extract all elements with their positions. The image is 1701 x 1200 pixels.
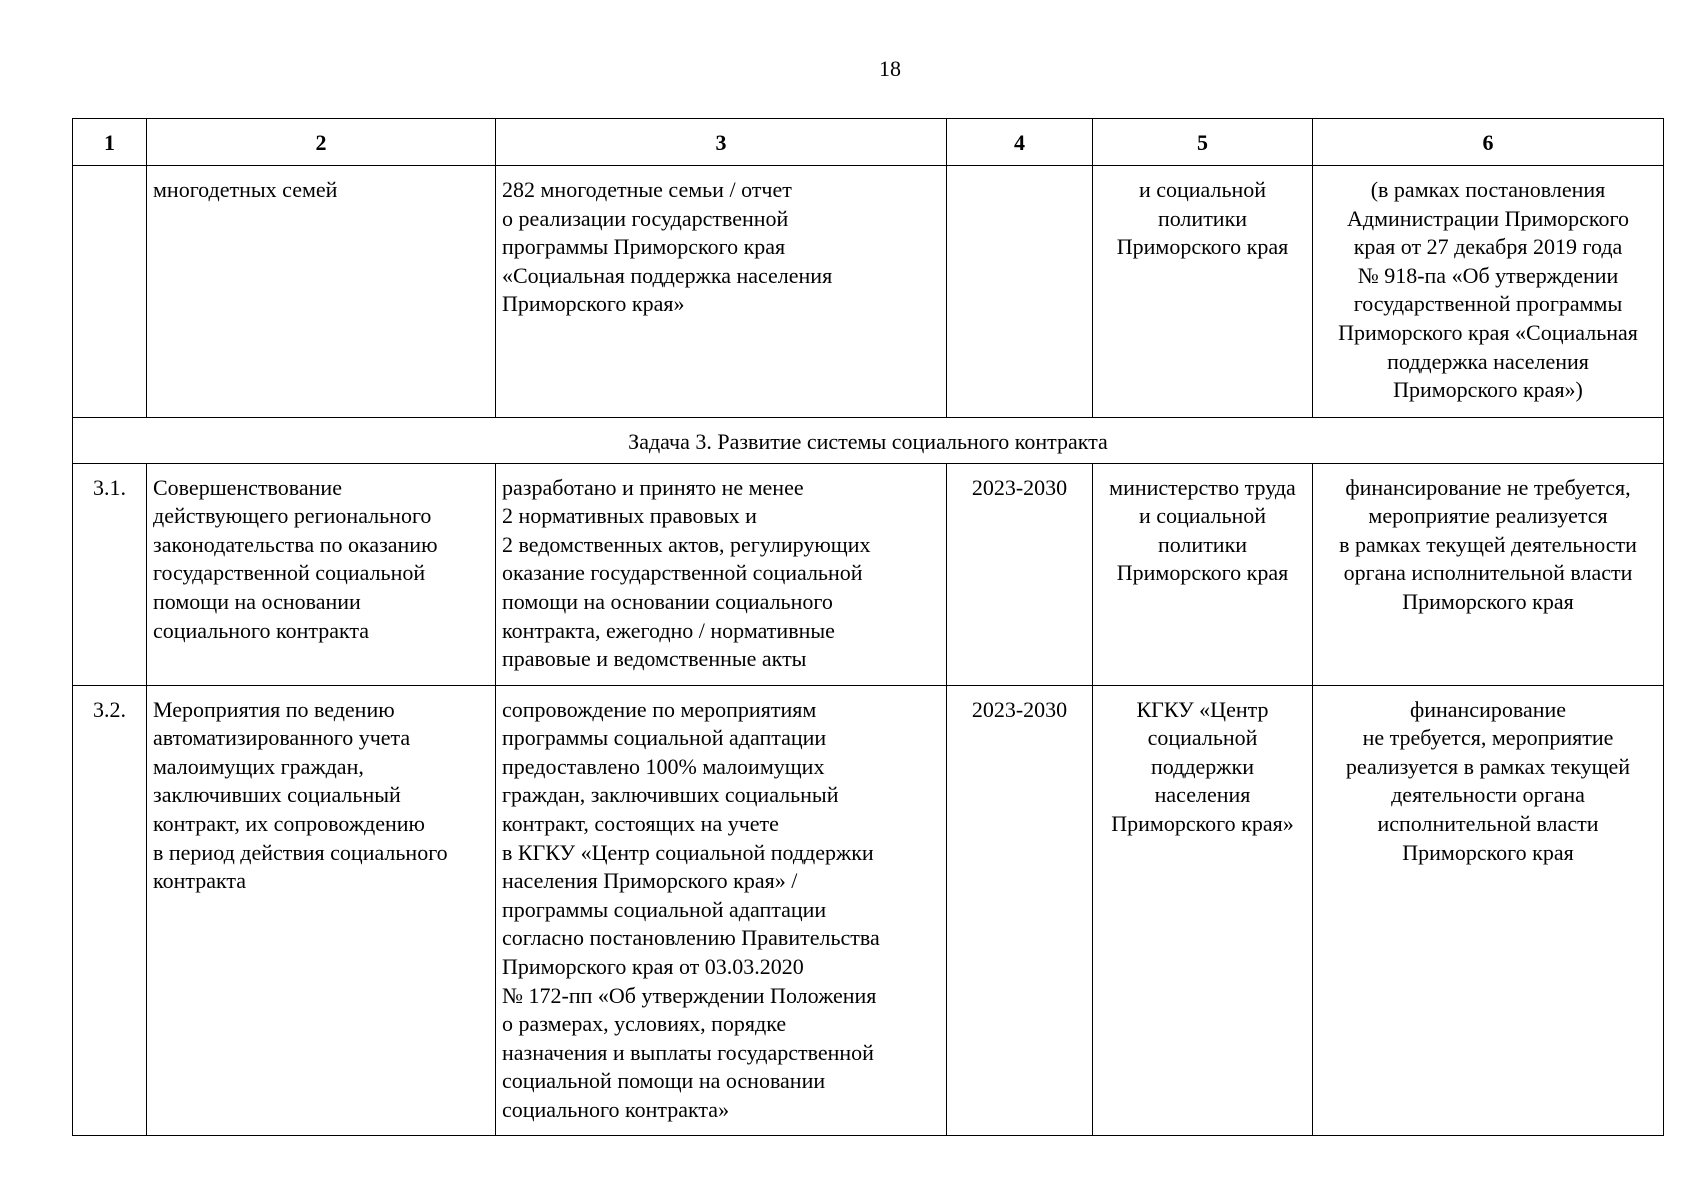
program-activities-table	[72, 118, 1664, 1136]
indicator-cell: разработано и принято не менее 2 нормативных правовых и 2 ведомственных актов, регулирующих оказание государственной социальной помощи на основании социального контракта, ежегодно / нормативные правовые и ведомственные акты	[496, 463, 947, 685]
financing-cell: (в рамках постановления Администрации Приморского края от 27 декабря 2019 года № 918-па «Об утверждении государственной программы Приморского края «Социальная поддержка населения Приморского края»)	[1313, 166, 1664, 418]
period-cell: 2023-2030	[947, 463, 1093, 685]
financing-cell: финансирование не требуется, мероприятие реализуется в рамках текущей деятельности органа исполнительной власти Приморского края	[1313, 685, 1664, 1135]
column-header-6: 6	[1313, 119, 1664, 166]
table-row	[73, 463, 1664, 685]
page-number: 18	[879, 56, 901, 81]
column-header-1: 1	[73, 119, 147, 166]
table-row	[73, 166, 1664, 418]
indicator-cell: сопровождение по мероприятиям программы социальной адаптации предоставлено 100% малоимущих граждан, заключивших социальный контракт, состоящих на учете в КГКУ «Центр социальной поддержки населения Приморского края» / программы социальной адаптации согласно постановлению Правительства Приморского края от 03.03.2020 № 172-пп «Об утверждении Положения о размерах, условиях, порядке назначения и выплаты государственной социальной помощи на основании социального контракта»	[496, 685, 947, 1135]
row-number-cell: 3.1.	[73, 463, 147, 685]
column-header-5: 5	[1093, 119, 1313, 166]
row-number-cell: 3.2.	[73, 685, 147, 1135]
task-heading-row	[73, 418, 1664, 464]
activity-name-cell: Мероприятия по ведению автоматизированного учета малоимущих граждан, заключивших социальный контракт, их сопровождению в период действия социального контракта	[147, 685, 496, 1135]
executor-cell: КГКУ «Центр социальной поддержки населения Приморского края»	[1093, 685, 1313, 1135]
executor-cell: и социальной политики Приморского края	[1093, 166, 1313, 418]
column-header-3: 3	[496, 119, 947, 166]
column-header-4: 4	[947, 119, 1093, 166]
table-header-row	[73, 119, 1664, 166]
activity-name-cell: многодетных семей	[147, 166, 496, 418]
column-header-2: 2	[147, 119, 496, 166]
indicator-cell: 282 многодетные семьи / отчет о реализации государственной программы Приморского края «Социальная поддержка населения Приморского края»	[496, 166, 947, 418]
row-number-cell	[73, 166, 147, 418]
period-cell	[947, 166, 1093, 418]
table-row	[73, 685, 1664, 1135]
activity-name-cell: Совершенствование действующего регионального законодательства по оказанию государственной социальной помощи на основании социального контракта	[147, 463, 496, 685]
executor-cell: министерство труда и социальной политики Приморского края	[1093, 463, 1313, 685]
financing-cell: финансирование не требуется, мероприятие реализуется в рамках текущей деятельности органа исполнительной власти Приморского края	[1313, 463, 1664, 685]
task-heading: Задача 3. Развитие системы социального контракта	[73, 418, 1664, 464]
period-cell: 2023-2030	[947, 685, 1093, 1135]
